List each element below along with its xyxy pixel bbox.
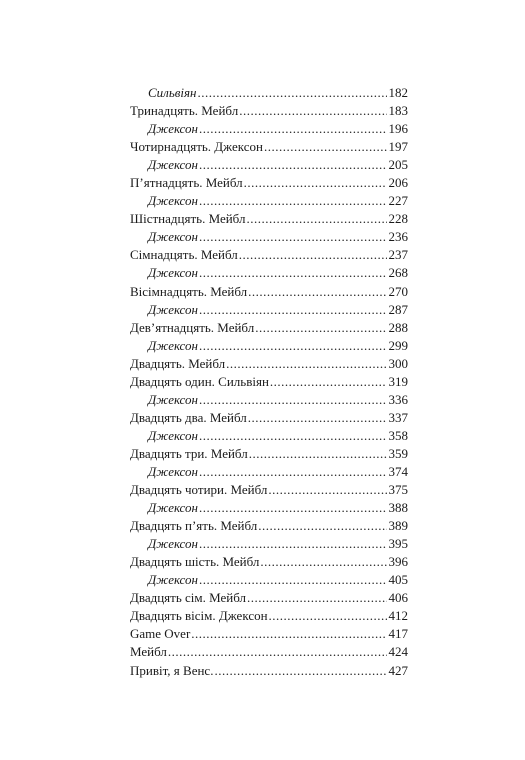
toc-entry [130,643,408,661]
toc-entry-title: Двадцять вісім. Джексон [130,608,268,624]
toc-page-number: 358 [388,427,408,443]
toc-entry [130,625,408,643]
toc-page-number: 406 [388,590,408,606]
toc-dot-leader [269,607,387,625]
toc-page-number: 319 [388,373,408,389]
toc-dot-leader [270,373,387,391]
toc-page-number: 182 [388,85,408,100]
toc-page-number: 237 [388,247,408,263]
toc-page-number: 299 [388,337,408,353]
toc-dot-leader [246,210,386,228]
toc-entry-title: Джексон [148,157,198,173]
toc-dot-leader [260,553,386,571]
toc-entry-title: Джексон [148,229,198,245]
toc-page-number: 288 [388,319,408,335]
toc-dot-leader [199,120,387,138]
toc-page-number: 228 [388,211,408,227]
toc-dot-leader [248,409,387,427]
toc-dot-leader [199,264,387,282]
toc-entry-title: П’ятнадцять. Мейбл [130,175,243,191]
toc-entry-title: Джексон [148,121,198,137]
toc-dot-leader [199,499,387,517]
toc-entry [130,246,408,264]
toc-entry-title: Двадцять один. Сильвіян [130,373,269,389]
toc-page-number: 424 [388,644,408,660]
toc-page-number: 359 [388,445,408,461]
toc-subentry [130,535,408,553]
toc-dot-leader [255,319,386,337]
toc-entry-title: Сімнадцять. Мейбл [130,247,238,263]
toc-page-number: 336 [388,391,408,407]
toc-entry-title: Джексон [148,265,198,281]
toc-entry-title: Двадцять сім. Мейбл [130,590,247,606]
toc-page-number: 405 [388,572,408,588]
toc-entry-title: Двадцять три. Мейбл [130,445,248,461]
toc-entry-title: Дев’ятнадцять. Мейбл [130,319,255,335]
toc-page-number: 196 [388,121,408,137]
toc-entry-title: Джексон [148,572,198,588]
toc-entry-title: Джексон [148,536,198,552]
toc-entry-title: Чотирнадцять. Джексон [130,139,263,155]
toc-entry [130,355,408,373]
toc-entry-title: Джексон [148,427,198,443]
toc-dot-leader [239,246,387,264]
toc-entry [130,517,408,535]
toc-page-number: 395 [388,536,408,552]
toc-subentry [130,463,408,481]
toc-page-number: 417 [388,626,408,642]
toc-entry [130,210,408,228]
toc-entry-title: Двадцять два. Мейбл [130,409,247,425]
toc-entry-title: Двадцять. Мейбл [130,355,226,371]
toc-dot-leader [199,391,387,409]
toc-dot-leader [199,156,387,174]
toc-entry-title: Джексон [148,500,198,516]
toc-dot-leader [199,535,387,553]
toc-entry-title: Джексон [148,463,198,479]
toc-page-number: 205 [388,157,408,173]
toc-entry [130,409,408,427]
toc-subentry [130,337,408,355]
toc-entry-title: Шістнадцять. Мейбл [130,211,246,227]
toc-page-number: 388 [388,500,408,516]
toc-subentry [130,120,408,138]
toc-entry-title: Двадцять шість. Мейбл [130,554,260,570]
toc-entry [130,283,408,301]
toc-entry-title: Сильвіян [148,85,197,100]
toc-page-number: 427 [388,662,408,678]
toc-subentry [130,156,408,174]
toc-entry-title: Джексон [148,391,198,407]
toc-dot-leader [268,481,386,499]
toc-dot-leader [199,571,387,589]
toc-page-number: 270 [388,283,408,299]
toc-entry-title: Двадцять п’ять. Мейбл [130,518,258,534]
toc-page-number: 236 [388,229,408,245]
toc-page-number: 337 [388,409,408,425]
toc-dot-leader [226,355,386,373]
toc-page-number: 300 [388,355,408,371]
toc-dot-leader [244,174,387,192]
toc-subentry [130,228,408,246]
toc-entry [130,553,408,571]
toc-entry-title: Двадцять чотири. Мейбл [130,482,268,498]
toc-page-number: 375 [388,482,408,498]
toc-entry-title: Джексон [148,301,198,317]
toc-dot-leader [199,301,387,319]
toc-subentry [130,84,408,102]
toc-entry [130,445,408,463]
toc-subentry [130,499,408,517]
toc-page-number: 389 [388,518,408,534]
toc-dot-leader [199,463,387,481]
toc-dot-leader [199,192,387,210]
toc-subentry [130,264,408,282]
toc-entry [130,481,408,499]
toc-dot-leader [264,138,387,156]
toc-subentry [130,391,408,409]
toc-entry [130,373,408,391]
toc-entry-title: Джексон [148,337,198,353]
toc-subentry [130,192,408,210]
toc-dot-leader [248,283,386,301]
toc-entry [130,607,408,625]
toc-entry-title: Game Over [130,626,191,642]
toc-subentry [130,301,408,319]
toc-subentry [130,571,408,589]
toc-entry [130,102,408,120]
toc-dot-leader [249,445,387,463]
toc-dot-leader [191,625,386,643]
toc-page-number: 206 [388,175,408,191]
toc-page-number: 268 [388,265,408,281]
toc-page-number: 412 [388,608,408,624]
toc-page-number: 396 [388,554,408,570]
toc-dot-leader [199,337,387,355]
toc-dot-leader [214,662,386,680]
toc-dot-leader [199,228,387,246]
toc-subentry [130,427,408,445]
toc-entry-title: Мейбл [130,644,167,660]
toc-entry [130,138,408,156]
toc-entry [130,174,408,192]
toc-entry [130,662,408,680]
toc-dot-leader [247,589,386,607]
toc-dot-leader [258,517,386,535]
toc-entry-title: Тринадцять. Мейбл [130,103,239,119]
toc-entry [130,319,408,337]
toc-page-number: 374 [388,463,408,479]
table-of-contents [130,84,408,680]
toc-entry-title: Привіт, я Венс. [130,662,214,678]
toc-dot-leader [199,427,387,445]
toc-page-number: 287 [388,301,408,317]
toc-entry-title: Джексон [148,193,198,209]
toc-page-number: 183 [388,103,408,119]
toc-dot-leader [239,102,386,120]
toc-dot-leader [198,84,387,102]
toc-page-number: 227 [388,193,408,209]
toc-entry-title: Вісімнадцять. Мейбл [130,283,248,299]
toc-page-number: 197 [388,139,408,155]
toc-dot-leader [168,643,387,661]
toc-entry [130,589,408,607]
